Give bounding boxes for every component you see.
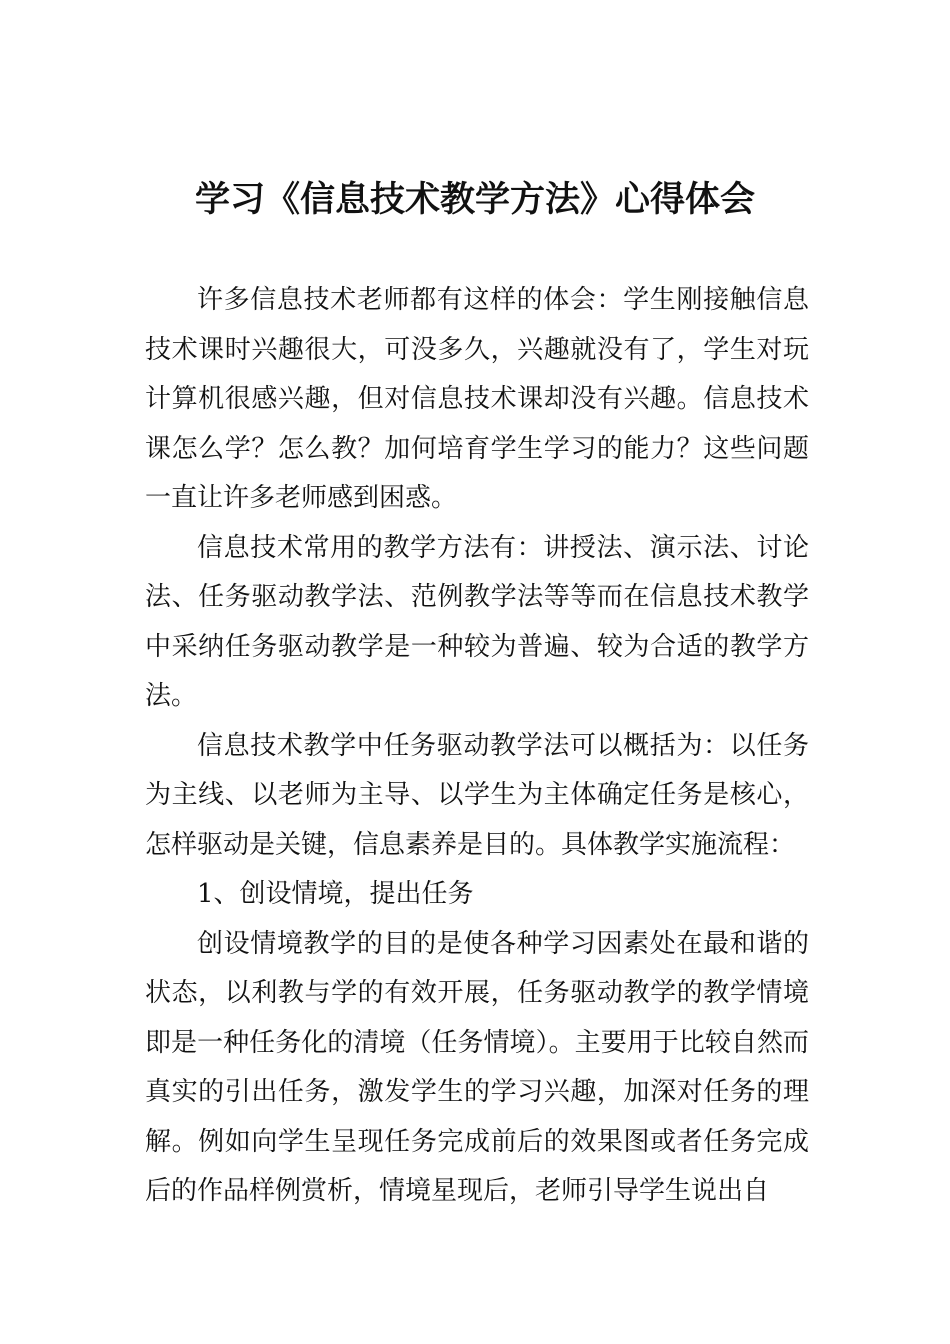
paragraph-situation: 创设情境教学的目的是使各种学习因素处在最和谐的状态，以利教与学的有效开展，任务驱动教学的教学情境即是一种任务化的清境（任务情境）。主要用于比较自然而真实的引出任务，激发学生的学习兴趣，加深对任务的理解。例如向学生呈现任务完成前后的效果图或者任务完成后的作品样例赏析，情境星现后，老师引导学生说出自	[145, 928, 809, 1206]
paragraph-task-driven: 信息技术教学中任务驱动教学法可以概括为：以任务为主线、以老师为主导、以学生为主体确定任务是核心，怎样驱动是关键，信息素养是目的。具体教学实施流程：	[145, 730, 809, 860]
document-title: 学习《信息技术教学方法》心得体会	[194, 180, 755, 220]
paragraph-methods: 信息技术常用的教学方法有：讲授法、演示法、讨论法、任务驱动教学法、范例教学法等等而在信息技术教学中采纳任务驱动教学是一种较为普遍、较为合适的教学方法。	[145, 532, 809, 711]
section-heading-step-1: 1、创设情境，提出任务	[197, 879, 474, 909]
document-body	[145, 276, 809, 1217]
paragraph-intro: 许多信息技术老师都有这样的体会：学生刚接触信息技术课时兴趣很大，可没多久，兴趣就没有了，学生对玩计算机很感兴趣，但对信息技术课却没有兴趣。信息技术课怎么学？怎么教？加何培育学生学习的能力？这些问题一直让许多老师感到困惑。	[145, 285, 809, 513]
